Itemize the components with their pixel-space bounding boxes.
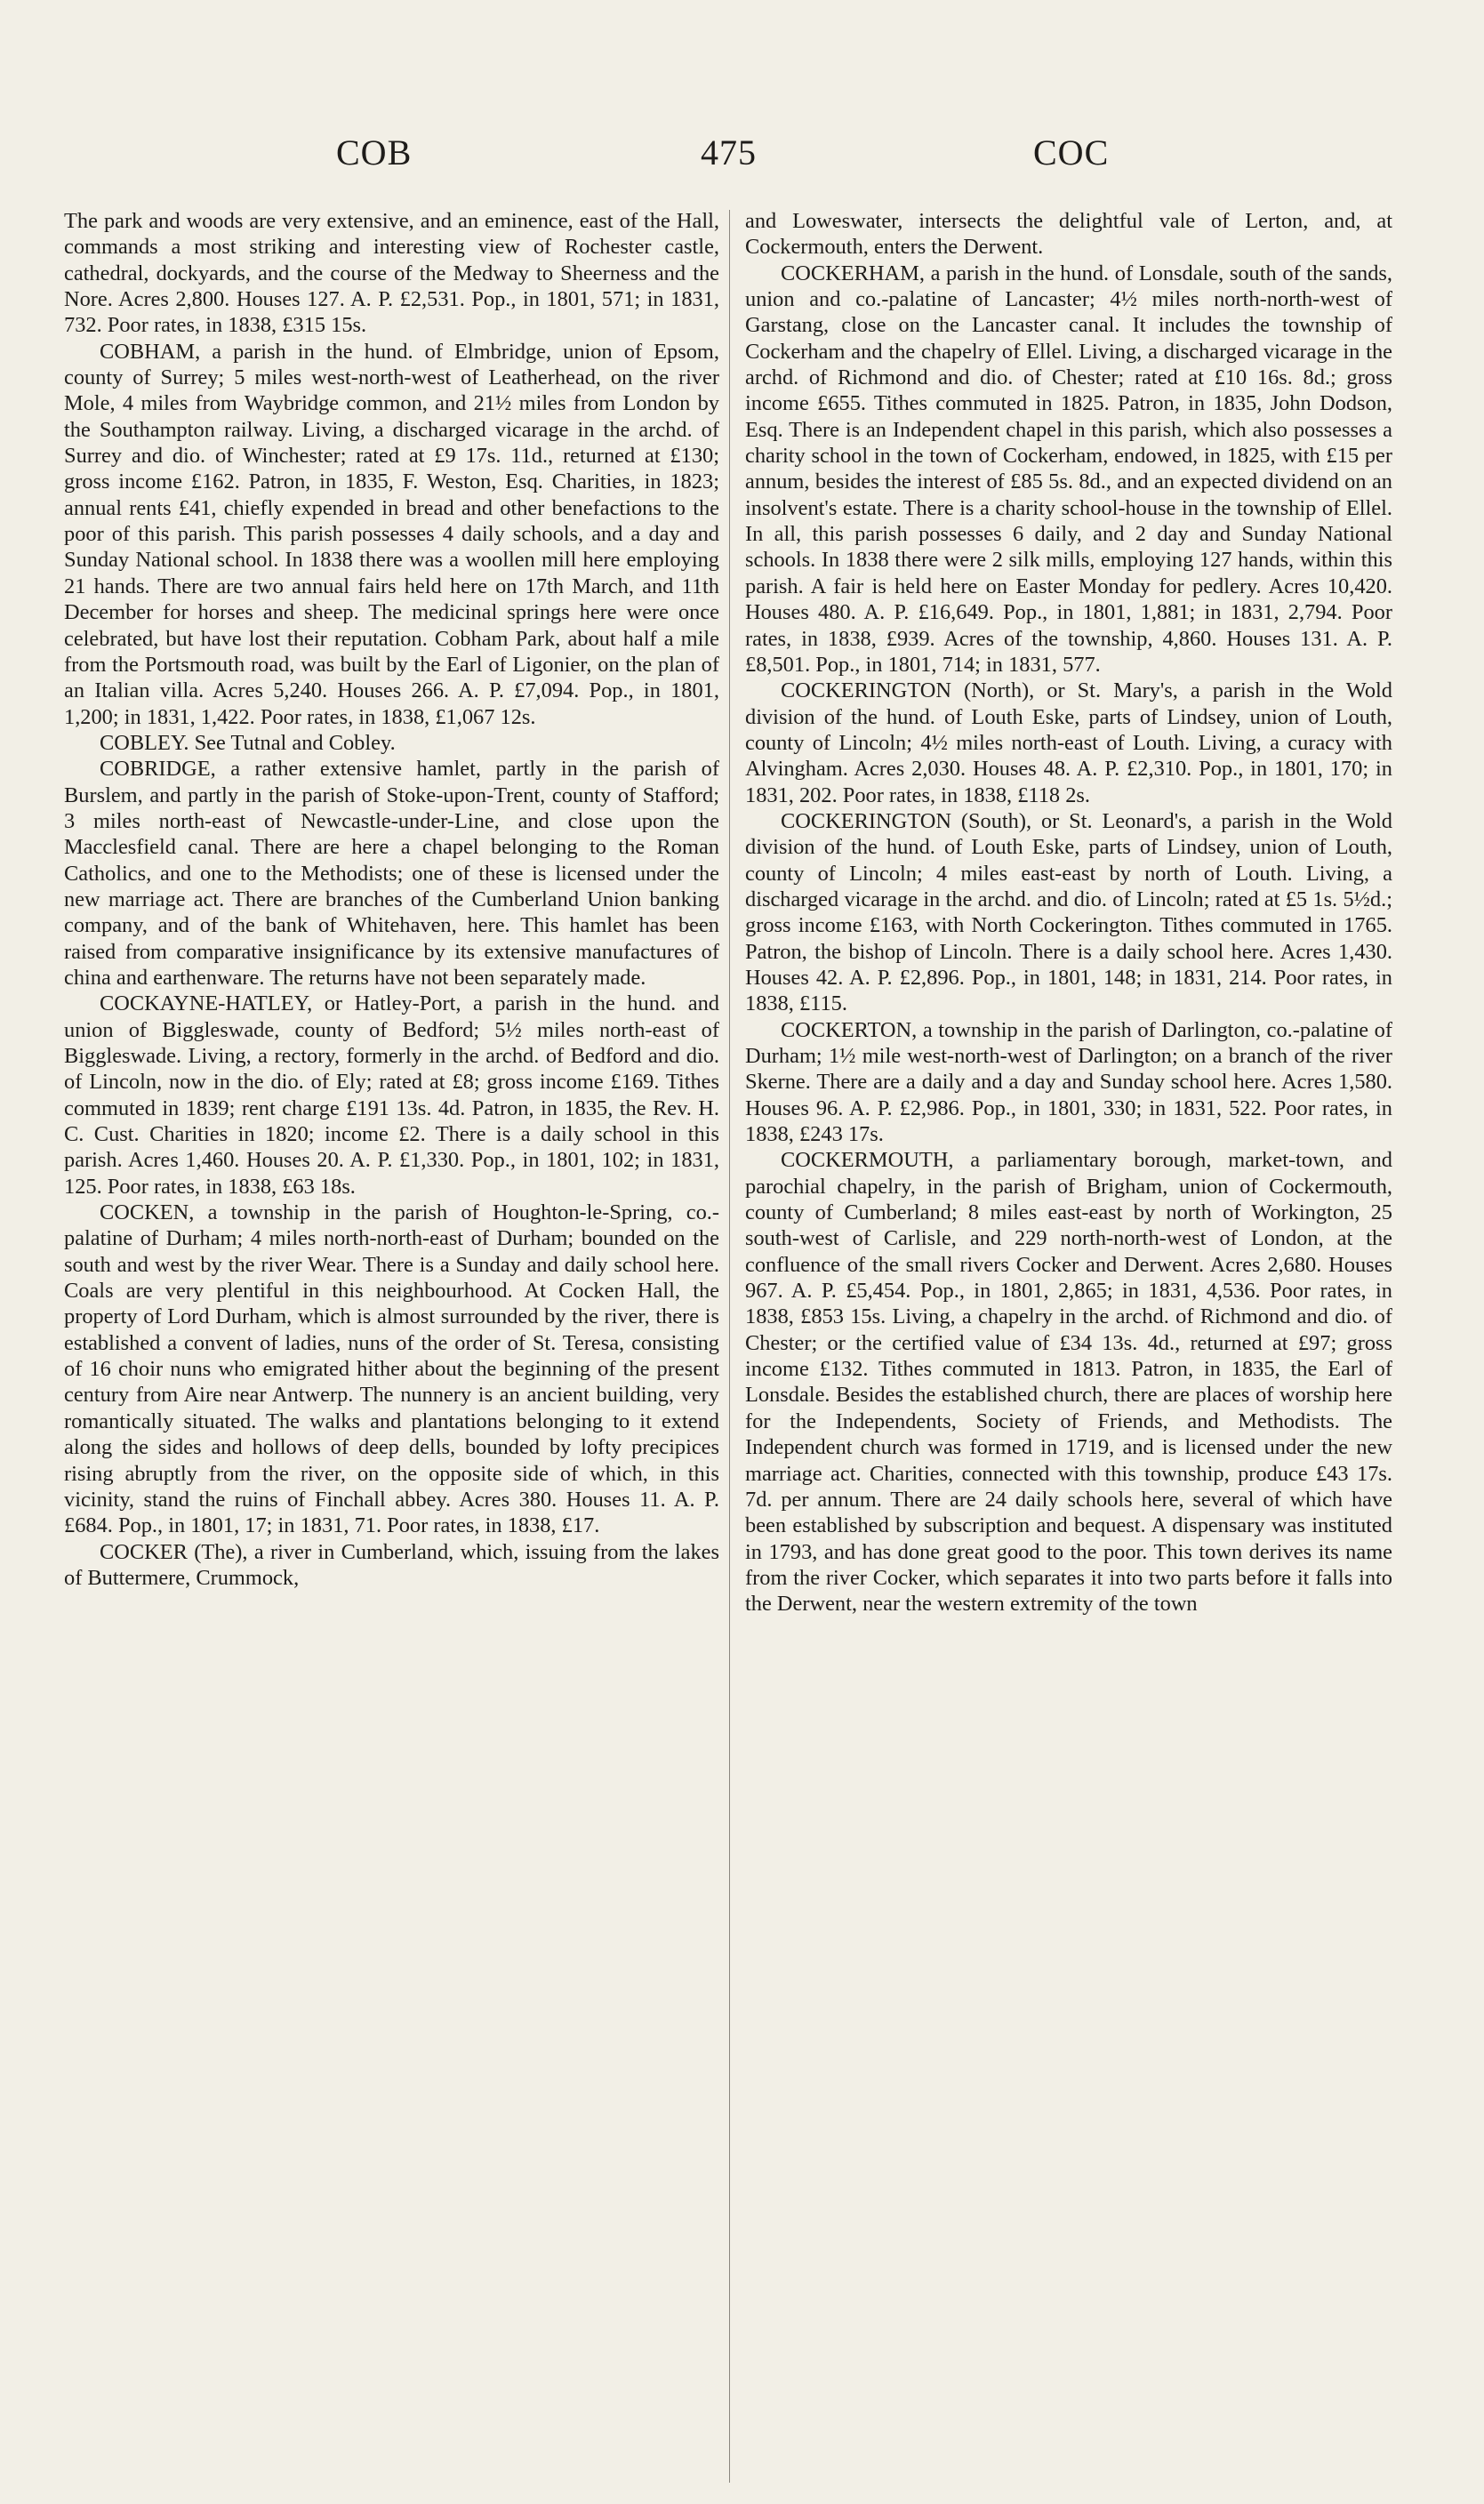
running-header: [0, 132, 1484, 176]
entry-cobham: COBHAM, a parish in the hund. of Elmbridge, union of Epsom, county of Surrey; 5 miles west-north-west of Leatherhead, on the river Mole, 4 miles from Waybridge common, and 21½ miles from London by the Southampton railway. Living, a discharged vicarage in the archd. of Surrey and dio. of Winchester; rated at £9 17s. 11d., returned at £130; gross income £162. Patron, in 1835, F. Weston, Esq. Charities, in 1823; annual rents £41, chiefly expended in bread and other benefactions to the poor of this parish. This parish possesses 4 daily schools, and a day and Sunday National school. In 1838 there was a woollen mill here employing 21 hands. There are two annual fairs held here on 17th March, and 11th December for horses and sheep. The medicinal springs here were once celebrated, but have lost their reputation. Cobham Park, about half a mile from the Portsmouth road, was built by the Earl of Ligonier, on the plan of an Italian villa. Acres 5,240. Houses 266. A. P. £7,094. Pop., in 1801, 1,200; in 1831, 1,422. Poor rates, in 1838, £1,067 12s.: [64, 339, 719, 729]
entry-cockerton: COCKERTON, a township in the parish of Darlington, co.-palatine of Durham; 1½ mile west-north-west of Darlington; on a branch of the river Skerne. There are a daily and a day and Sunday school here. Acres 1,580. Houses 96. A. P. £2,986. Pop., in 1801, 330; in 1831, 522. Poor rates, in 1838, £243 17s.: [745, 1017, 1392, 1147]
entry-cocker: COCKER (The), a river in Cumberland, which, issuing from the lakes of Buttermere, Crummock,: [64, 1539, 719, 1590]
column-divider: [729, 210, 730, 2483]
entry-cockayne-hatley: COCKAYNE-HATLEY, or Hatley-Port, a parish in the hund. and union of Biggleswade, county of Bedford; 5½ miles north-east of Biggleswade. Living, a rectory, formerly in the archd. of Bedford and dio. of Lincoln, now in the dio. of Ely; rated at £8; gross income £169. Tithes commuted in 1839; rent charge £191 13s. 4d. Patron, in 1835, the Rev. H. C. Cust. Charities in 1820; income £2. There is a daily school in this parish. Acres 1,460. Houses 20. A. P. £1,330. Pop., in 1801, 102; in 1831, 125. Poor rates, in 1838, £63 18s.: [64, 991, 719, 1199]
right-column: [745, 208, 1392, 2484]
header-left-guideword: COB: [336, 132, 413, 173]
entry-cobley: COBLEY. See Tutnal and Cobley.: [100, 730, 396, 755]
entry-cockerington-north: COCKERINGTON (North), or St. Mary's, a parish in the Wold division of the hund. of Louth Eske, parts of Lindsey, union of Louth, county of Lincoln; 4½ miles north-east of Louth. Living, a curacy with Alvingham. Acres 2,030. Houses 48. A. P. £2,310. Pop., in 1801, 170; in 1831, 202. Poor rates, in 1838, £118 2s.: [745, 678, 1392, 807]
entry-cockerington-south: COCKERINGTON (South), or St. Leonard's, a parish in the Wold division of the hund. of Louth Eske, parts of Lindsey, union of Louth, county of Lincoln; 4 miles east-east by north of Louth. Living, a discharged vicarage in the archd. and dio. of Lincoln; rated at £5 1s. 5½d.; gross income £163, with North Cockerington. Tithes commuted in 1765. Patron, the bishop of Lincoln. There is a daily school here. Acres 1,430. Houses 42. A. P. £2,896. Pop., in 1801, 148; in 1831, 214. Poor rates, in 1838, £115.: [745, 808, 1392, 1016]
entry-paragraph: The park and woods are very extensive, and an eminence, east of the Hall, commands a most striking and interesting view of Rochester castle, cathedral, dockyards, and the course of the Medway to Sheerness and the Nore. Acres 2,800. Houses 127. A. P. £2,531. Pop., in 1801, 571; in 1831, 732. Poor rates, in 1838, £315 15s.: [64, 209, 719, 338]
entry-cobridge: COBRIDGE, a rather extensive hamlet, partly in the parish of Burslem, and partly in the parish of Stoke-upon-Trent, county of Stafford; 3 miles north-east of Newcastle-under-Line, and close upon the Macclesfield canal. There are here a chapel belonging to the Roman Catholics, and one to the Methodists; one of these is licensed under the new marriage act. There are branches of the Cumberland Union banking company, and of the bank of Whitehaven, here. This hamlet has been raised from comparative insignificance by its extensive manufactures of china and earthenware. The returns have not been separately made.: [64, 757, 719, 990]
header-right-guideword: COC: [1033, 132, 1110, 173]
entry-cocken: COCKEN, a township in the parish of Houghton-le-Spring, co.-palatine of Durham; 4 miles north-north-east of Durham; bounded on the south and west by the river Wear. There is a Sunday and daily school here. Coals are very plentiful in this neighbourhood. At Cocken Hall, the property of Lord Durham, which is almost surrounded by the river, there is established a convent of ladies, nuns of the order of St. Teresa, consisting of 16 choir nuns who emigrated hither about the beginning of the present century from Aire near Antwerp. The nunnery is an ancient building, very romantically situated. The walks and plantations belonging to it extend along the sides and hollows of deep dells, bounded by lofty precipices rising abruptly from the river, on the opposite side of which, in this vicinity, stand the ruins of Finchall abbey. Acres 380. Houses 11. A. P. £684. Pop., in 1801, 17; in 1831, 71. Poor rates, in 1838, £17.: [64, 1200, 719, 1538]
left-column: [64, 208, 719, 2484]
entry-cockermouth: COCKERMOUTH, a parliamentary borough, market-town, and parochial chapelry, in the parish of Brigham, union of Cockermouth, county of Cumberland; 8 miles east-east by north of Workington, 25 south-west of Carlisle, and 229 north-north-west of London, at the confluence of the small rivers Cocker and Derwent. Acres 2,680. Houses 967. A. P. £5,454. Pop., in 1801, 2,865; in 1831, 4,536. Poor rates, in 1838, £853 15s. Living, a chapelry in the archd. of Richmond and dio. of Chester; or the certified value of £34 13s. 4d., returned at £97; gross income £132. Tithes commuted in 1813. Patron, in 1835, the Earl of Lonsdale. Besides the established church, there are places of worship here for the Independents, Society of Friends, and Methodists. The Independent church was formed in 1719, and is licensed under the new marriage act. Charities, connected with this township, produce £43 17s. 7d. per annum. There are 24 daily schools here, several of which have been established by subscription and bequest. A dispensary was instituted in 1793, and has done great good to the poor. This town derives its name from the river Cocker, which separates it into two parts before it falls into the Derwent, near the western extremity of the town: [745, 1148, 1392, 1617]
entry-cockerham: COCKERHAM, a parish in the hund. of Lonsdale, south of the sands, union and co.-palatine of Lancaster; 4½ miles north-north-west of Garstang, close on the Lancaster canal. It includes the township of Cockerham and the chapelry of Ellel. Living, a discharged vicarage in the archd. of Richmond and dio. of Chester; rated at £10 16s. 8d.; gross income £655. Tithes commuted in 1825. Patron, in 1835, John Dodson, Esq. There is an Independent chapel in this parish, which also possesses a charity school in the town of Cockerham, endowed, in 1825, with £15 per annum, besides the interest of £85 5s. 8d., and an expected dividend on an insolvent's estate. There is a charity school-house in the township of Ellel. In all, this parish possesses 6 daily, and 2 day and Sunday National schools. In 1838 there were 2 silk mills, employing 127 hands, within this parish. A fair is held here on Easter Monday for pedlery. Acres 10,420. Houses 480. A. P. £16,649. Pop., in 1801, 1,881; in 1831, 2,794. Poor rates, in 1838, £939. Acres of the township, 4,860. Houses 131. A. P. £8,501. Pop., in 1801, 714; in 1831, 577.: [745, 261, 1392, 677]
page-number: 475: [701, 132, 757, 173]
entry-paragraph: and Loweswater, intersects the delightful vale of Lerton, and, at Cockermouth, enters the Derwent.: [745, 209, 1392, 260]
